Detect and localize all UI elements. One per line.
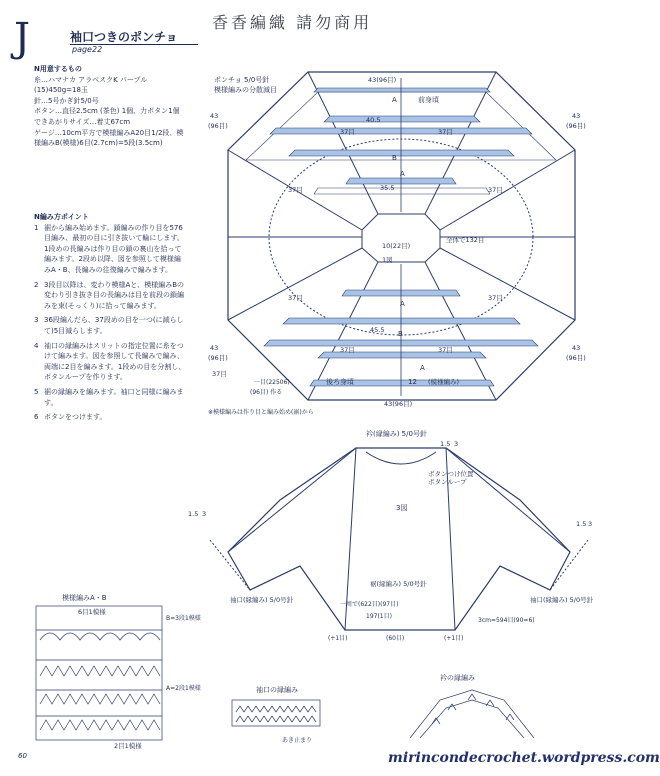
stitch-label: 37目: [212, 370, 227, 378]
stitch-label: 40.5: [366, 116, 381, 124]
side-stitch-label: (96目): [566, 122, 586, 130]
button-position-label: ボタンつけ位置: [428, 470, 474, 478]
side-width-label: 43: [572, 112, 581, 120]
watermark-text: 香香編織 請勿商用: [212, 13, 373, 32]
side-width-label: 43: [210, 344, 219, 352]
points-heading: N編み方ポイント: [34, 213, 89, 221]
chart-repeat-label: 6目1模様: [78, 608, 106, 616]
stitch-label: 37目: [438, 128, 453, 136]
materials-line: できあがりサイズ…着丈67cm: [34, 117, 131, 126]
hem-total: 197(1目): [366, 613, 392, 620]
sleeve-width-right: 1.5: [576, 520, 587, 528]
center-note: 全体で132目: [446, 236, 485, 244]
band-label-a: A: [420, 364, 425, 372]
back-row-label: 12: [408, 378, 417, 386]
chart-a-label: A=2段1模様: [166, 685, 201, 692]
blog-watermark: mirincondecrochet.wordpress.com: [388, 750, 660, 766]
collar-edging-title: 衿の縁編み: [440, 674, 475, 682]
side-stitch-label: (96目): [208, 354, 228, 362]
chart-ab-title: 模様編みA・B: [62, 594, 107, 602]
sleeve-edging-title: 袖口の縁編み: [256, 686, 298, 694]
center-width-label: 10(22目): [382, 242, 411, 250]
stitch-label: 37目: [288, 186, 303, 194]
pattern-letter: J: [14, 15, 31, 61]
stitch-label: 37目: [340, 346, 355, 354]
step-number: 1: [34, 223, 39, 232]
bottom-note: ※模様編みは作り目と編み始め(裾)から: [208, 409, 314, 416]
pattern-title: 袖口つきのポンチョ: [70, 30, 178, 44]
poncho-title: ポンチョ 5/0号針: [214, 76, 270, 84]
materials-line: 糸…ハマナカ アラベスクK パープル: [34, 75, 148, 84]
side-width-label: 43: [210, 112, 219, 120]
stitch-label: 37目: [438, 346, 453, 354]
back-pattern-label: (模様編み): [428, 378, 460, 386]
step-number: 4: [34, 341, 39, 350]
bottom-right-count: (+1目): [444, 635, 464, 642]
button-loop-label: ボタンループ: [428, 478, 467, 486]
materials-line: 針…5号かぎ針5/0号: [34, 96, 99, 105]
step-number: 3: [34, 316, 39, 325]
side-width-label: 43: [572, 344, 581, 352]
step-number: 6: [34, 413, 39, 422]
band-label-b: B: [392, 154, 397, 162]
stitch-chart-ab: [36, 606, 162, 740]
step-text: 裾の縁編みを編みます。袖口と同様に編みます。: [44, 387, 184, 407]
step-text: 袖口の縁編みはスリットの指定位置に糸をつけて編みます。図を参照して長編みで編み、両端に2目を編みます。1段めの目を分割し、ボタンループを作ります。: [44, 341, 186, 382]
back-chain-label: 一目(22506): [254, 379, 290, 386]
bottom-mid-count: (60目): [386, 635, 405, 642]
sleeve-edging-note: あき止まり: [282, 737, 313, 744]
figure-3-label: 3図: [396, 504, 408, 512]
sleeve-right-label: 袖口(縁編み) 5/0号針: [530, 596, 594, 604]
step-text: ボタンをつけます。: [44, 413, 107, 422]
stitch-label: 37目: [340, 128, 355, 136]
band-label-a: A: [392, 96, 397, 104]
step-number: 5: [34, 387, 39, 396]
step-number: 2: [34, 280, 39, 289]
stitch-label: 45.5: [370, 326, 385, 334]
stitch-label: 37目: [488, 186, 503, 194]
materials-heading: N用意するもの: [34, 65, 82, 73]
bottom-left-count: (+1目): [328, 635, 348, 642]
back-bottom-width: 43(96目): [384, 400, 413, 408]
collar-title: 衿(縁編み) 5/0号針: [366, 430, 427, 438]
side-stitch-label: (96目): [566, 354, 586, 362]
collar-edging-chart: [410, 690, 534, 738]
band-label-a: A: [400, 300, 405, 308]
poncho-subtitle: 模様編みの分散減目: [214, 86, 277, 94]
materials-line: ボタン…直径2.5cm (茶色) 1個、力ボタン1個: [34, 107, 180, 116]
back-label: 後ろ身頃: [326, 378, 354, 386]
step-text: 3段目以降は、変わり模様Aと、模様編みBの変わり引き抜き目の長編みは目を前段の鎖編みを束(そっくり)に拾って編みます。: [44, 280, 185, 310]
step-text: 36段編んだら、37段めの目を一つ(に減らして)5目減らします。: [44, 316, 184, 335]
sleeve-width-left: 1.5: [188, 510, 199, 518]
front-label: 前身頃: [418, 96, 439, 104]
materials-line: (15)450g=18玉: [34, 86, 88, 95]
side-stitch-label: (96目): [208, 122, 228, 130]
step-text: 裾から編み始めます。鎖編みの作り目を576目編み、最初の目に引き抜いて輪にします。1段めの長編みは作り目の鎖の裏山を拾って編みます。2段め以降、図を参照して模様編みA・B、長編みの往復編みで編みます。: [44, 223, 184, 274]
stitch-label: 35.5: [380, 184, 395, 192]
sleeve-width-left-3: 3: [202, 510, 207, 518]
hem-stitches: 一周で(622目)(97目): [340, 601, 399, 608]
center-figure-label: 1図: [382, 256, 393, 264]
band-label-b: B: [398, 330, 403, 338]
chart-b-label: B=3段1模様: [166, 615, 201, 622]
stitch-label: 37目: [288, 294, 303, 302]
materials-line: ゲージ…10cm平方で模様編みA20目1/2段、模様編みB(模様)6目(2.7cm)=5段(3.5cm): [34, 128, 184, 148]
collar-width-3: 3: [454, 440, 459, 448]
back-chain-label-2: (96目) 作る: [250, 389, 283, 396]
sleeve-left-label: 袖口(縁編み) 5/0号針: [230, 596, 294, 604]
collar-width: 1.5: [440, 440, 451, 448]
sleeve-width-right-3: 3: [588, 520, 593, 528]
sleeve-edging-chart: [232, 700, 320, 726]
page-number: 60: [18, 752, 27, 760]
band-label-a: A: [400, 170, 405, 178]
page-reference: page22: [72, 45, 103, 54]
stitch-label: 37目: [488, 294, 503, 302]
hem-right-note: 3cm=594目(90=6): [478, 617, 535, 624]
hem-title: 裾(縁編み) 5/0号針: [370, 580, 427, 588]
top-width-label: 43(96目): [368, 76, 397, 84]
chart-bottom-label: 2目1模様: [114, 742, 142, 750]
